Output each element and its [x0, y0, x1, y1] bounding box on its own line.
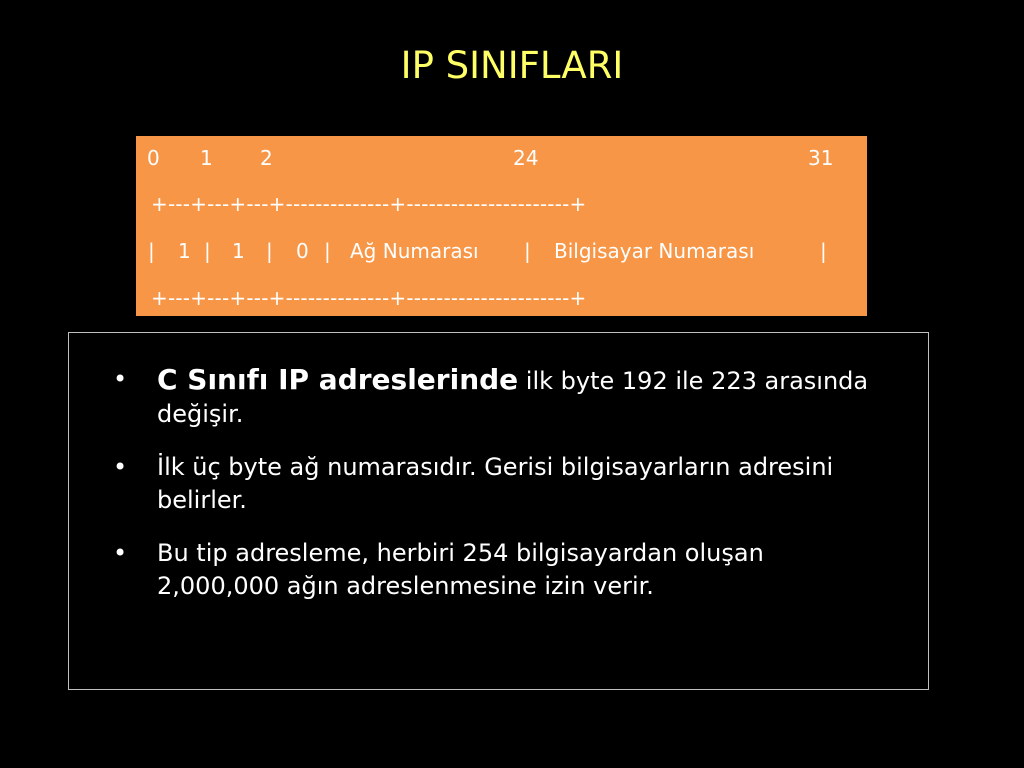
bullet-item-addressing-capacity — [69, 537, 930, 603]
bullet-lead: C Sınıfı IP adreslerinde — [157, 363, 519, 396]
bullet-marker: • — [113, 365, 128, 393]
cell-border: | — [266, 239, 273, 263]
bit-label-24: 24 — [513, 146, 539, 170]
cell-border: | — [204, 239, 211, 263]
diagram-separator-bottom: +---+---+---+--------------+----------------------+ — [151, 286, 587, 310]
bullet-item-network-bytes — [69, 451, 930, 517]
slide-title: IP SINIFLARI — [400, 44, 624, 87]
bit-label-2: 2 — [260, 146, 273, 170]
host-number-cell: Bilgisayar Numarası — [554, 239, 755, 263]
diagram-separator-top: +---+---+---+--------------+----------------------+ — [151, 192, 587, 216]
diagram-fields-row — [136, 239, 867, 263]
bullet-text: İlk üç byte ağ numarasıdır. Gerisi bilgisayarların adresini belirler. — [157, 453, 834, 514]
bullet-text: ilk byte 192 ile 223 arasında değişir. — [157, 367, 869, 428]
bit-label-31: 31 — [808, 146, 834, 170]
cell-border: | — [324, 239, 331, 263]
bullet-item-class-c-range — [69, 363, 930, 431]
cell-bit-1-value: 1 — [232, 239, 245, 263]
bit-position-row — [136, 146, 867, 170]
cell-bit-2-value: 0 — [296, 239, 309, 263]
bullet-list — [69, 363, 930, 623]
bit-label-1: 1 — [200, 146, 213, 170]
cell-bit-0-value: 1 — [178, 239, 191, 263]
bullet-marker: • — [113, 539, 128, 567]
bit-label-0: 0 — [147, 146, 160, 170]
cell-border: | — [820, 239, 827, 263]
cell-border: | — [524, 239, 531, 263]
bullet-marker: • — [113, 453, 128, 481]
content-box — [68, 332, 929, 690]
bullet-text: Bu tip adresleme, herbiri 254 bilgisayardan oluşan 2,000,000 ağın adreslenmesine izin verir. — [157, 539, 764, 600]
cell-border: | — [148, 239, 155, 263]
network-number-cell: Ağ Numarası — [350, 239, 479, 263]
